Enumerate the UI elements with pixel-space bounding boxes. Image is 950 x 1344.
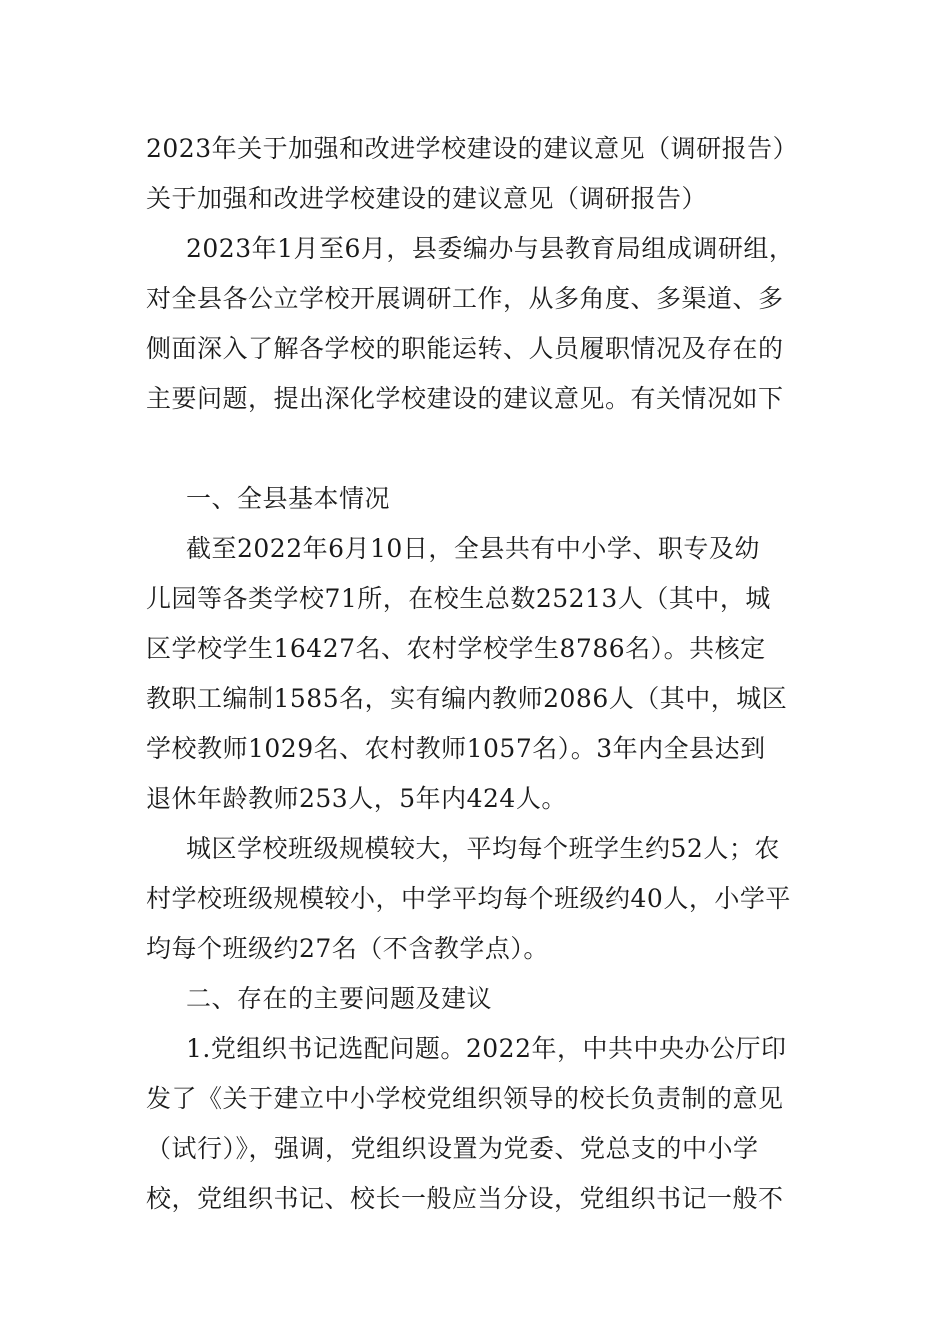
paragraph-line: 1.党组织书记选配问题。2022年，中共中央办公厅印 — [186, 1034, 787, 1063]
paragraph-line: 截至2022年6月10日，全县共有中小学、职专及幼 — [186, 534, 760, 563]
paragraph-line: 儿园等各类学校71所，在校生总数25213人（其中，城 — [146, 584, 771, 613]
paragraph-line: 侧面深入了解各学校的职能运转、人员履职情况及存在的 — [146, 334, 784, 363]
paragraph-line: 教职工编制1585名，实有编内教师2086人（其中，城区 — [146, 684, 788, 713]
paragraph-line: 主要问题，提出深化学校建设的建议意见。有关情况如下 — [146, 384, 784, 413]
section-heading: 一、全县基本情况 — [186, 484, 391, 513]
document-title: 2023年关于加强和改进学校建设的建议意见（调研报告） — [146, 134, 799, 163]
document-subtitle: 关于加强和改进学校建设的建议意见（调研报告） — [146, 184, 708, 213]
paragraph-line: 退休年龄教师253人，5年内424人。 — [146, 784, 567, 813]
paragraph-line: 校，党组织书记、校长一般应当分设，党组织书记一般不 — [146, 1184, 784, 1213]
paragraph-line: 对全县各公立学校开展调研工作，从多角度、多渠道、多 — [146, 284, 784, 313]
paragraph-line: 区学校学生16427名、农村学校学生8786名）。共核定 — [146, 634, 766, 663]
paragraph-line: 城区学校班级规模较大，平均每个班学生约52人；农 — [186, 834, 780, 863]
paragraph-line: 发了《关于建立中小学校党组织领导的校长负责制的意见 — [146, 1084, 784, 1113]
paragraph-line: 学校教师1029名、农村教师1057名）。3年内全县达到 — [146, 734, 766, 763]
paragraph-line: 2023年1月至6月，县委编办与县教育局组成调研组， — [186, 234, 795, 263]
paragraph-line: 村学校班级规模较小，中学平均每个班级约40人，小学平 — [146, 884, 791, 913]
paragraph-line: 均每个班级约27名（不含教学点）。 — [146, 934, 549, 963]
paragraph-line: （试行）》，强调，党组织设置为党委、党总支的中小学 — [146, 1134, 759, 1163]
section-heading: 二、存在的主要问题及建议 — [186, 984, 493, 1013]
